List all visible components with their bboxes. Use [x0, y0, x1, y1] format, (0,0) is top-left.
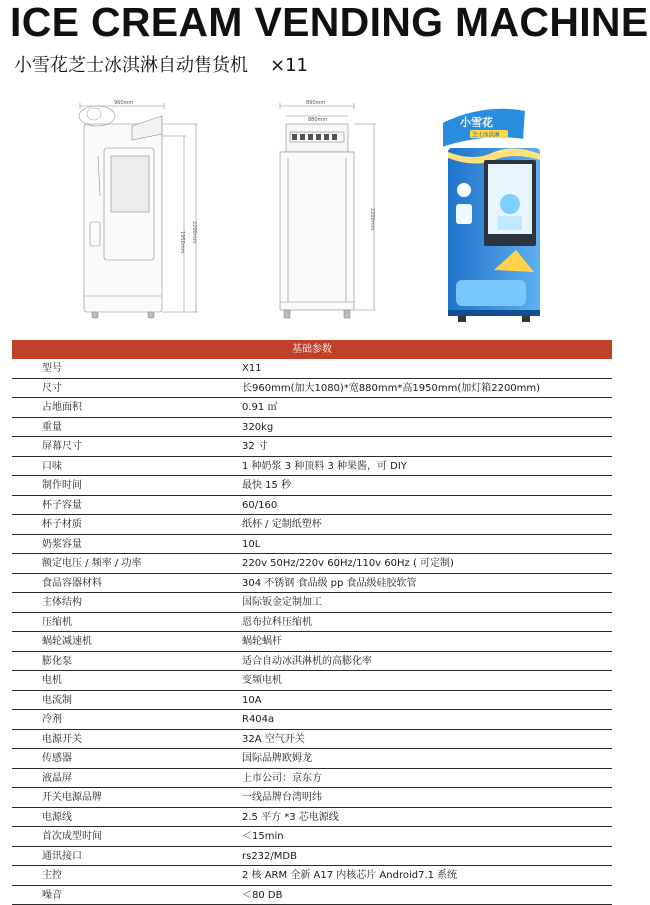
spec-label: 口味 — [42, 457, 62, 476]
spec-row — [12, 613, 612, 633]
spec-value: 320kg — [242, 418, 273, 437]
spec-label: 开关电源品牌 — [42, 788, 102, 807]
spec-row — [12, 515, 612, 535]
spec-label: 屏幕尺寸 — [42, 437, 82, 456]
spec-label: 额定电压 / 频率 / 功率 — [42, 554, 141, 573]
spec-value: 一线品牌台湾明纬 — [242, 788, 322, 807]
page-subtitle — [14, 54, 308, 78]
spec-label: 重量 — [42, 418, 62, 437]
spec-value: 10L — [242, 535, 260, 554]
spec-row — [12, 418, 612, 438]
subtitle-text: 小雪花芝士冰淇淋自动售货机 — [14, 55, 248, 76]
spec-row — [12, 671, 612, 691]
spec-label: 电源开关 — [42, 730, 82, 749]
spec-label: 噪音 — [42, 886, 62, 905]
spec-value: 60/160 — [242, 496, 277, 515]
spec-label: 电机 — [42, 671, 62, 690]
spec-row — [12, 710, 612, 730]
spec-row — [12, 457, 612, 477]
spec-table — [12, 359, 612, 905]
spec-value: 国际品牌欧姆龙 — [242, 749, 312, 768]
brand-name: 小雪花 — [460, 115, 493, 129]
spec-value: 上市公司：京东方 — [242, 769, 322, 788]
spec-label: 尺寸 — [42, 379, 62, 398]
spec-row — [12, 769, 612, 789]
side-height-label: 2200mm — [369, 208, 375, 231]
spec-label: 占地面积 — [42, 398, 82, 417]
spec-value: 适合自动冰淇淋机的高膨化率 — [242, 652, 372, 671]
brand-logo-sketch — [79, 106, 115, 126]
spec-label: 主体结构 — [42, 593, 82, 612]
spec-row — [12, 476, 612, 496]
front-height-outer-label: 2200mm — [191, 221, 197, 244]
spec-row — [12, 691, 612, 711]
spec-label: 首次成型时间 — [42, 827, 102, 846]
spec-row — [12, 886, 612, 905]
spec-row — [12, 847, 612, 867]
spec-row — [12, 632, 612, 652]
spec-value: rs232/MDB — [242, 847, 297, 866]
spec-value: 10A — [242, 691, 262, 710]
spec-label: 蜗轮减速机 — [42, 632, 92, 651]
spec-value: 0.91 ㎡ — [242, 398, 277, 417]
spec-label: 型号 — [42, 359, 62, 378]
spec-row — [12, 808, 612, 828]
front-width-label: 960mm — [114, 100, 133, 106]
spec-label: 奶浆容量 — [42, 535, 82, 554]
spec-row — [12, 496, 612, 516]
spec-value: 220v 50Hz/220v 60Hz/110v 60Hz ( 可定制) — [242, 554, 454, 573]
brand-subname: 芝士冰淇淋 — [472, 131, 500, 139]
machine-render — [434, 100, 554, 325]
spec-value: 蜗轮蜗杆 — [242, 632, 282, 651]
spec-row — [12, 788, 612, 808]
spec-row — [12, 535, 612, 555]
side-width-outer-label: 890mm — [306, 100, 325, 106]
spec-label: 膨化泵 — [42, 652, 72, 671]
spec-value: 长960mm(加大1080)*宽880mm*高1950mm(加灯箱2200mm) — [242, 379, 540, 398]
spec-table-header: 基础参数 — [12, 340, 612, 359]
page-title: ICE CREAM VENDING MACHINE — [10, 0, 646, 46]
spec-value: 32 寸 — [242, 437, 268, 456]
spec-label: 传感器 — [42, 749, 72, 768]
spec-value: 国际钣金定制加工 — [242, 593, 322, 612]
spec-row — [12, 749, 612, 769]
spec-row — [12, 574, 612, 594]
front-height-inner-label: 1950mm — [179, 231, 185, 254]
spec-label: 杯子材质 — [42, 515, 82, 534]
spec-label: 电流制 — [42, 691, 72, 710]
spec-row — [12, 866, 612, 886]
spec-value: R404a — [242, 710, 274, 729]
spec-label: 杯子容量 — [42, 496, 82, 515]
spec-value: 304 不锈钢 食品级 pp 食品级硅胶软管 — [242, 574, 417, 593]
spec-row — [12, 652, 612, 672]
spec-label: 食品容器材料 — [42, 574, 102, 593]
spec-value: 恩布拉科压缩机 — [242, 613, 312, 632]
spec-row — [12, 593, 612, 613]
front-view-drawing — [70, 96, 220, 326]
spec-label: 压缩机 — [42, 613, 72, 632]
spec-value: 32A 空气开关 — [242, 730, 305, 749]
side-view-drawing — [266, 98, 396, 328]
spec-row — [12, 730, 612, 750]
spec-label: 通讯接口 — [42, 847, 82, 866]
side-width-inner-label: 880mm — [308, 117, 327, 123]
spec-value: 纸杯 / 定制纸塑杯 — [242, 515, 322, 534]
spec-value: 2 核 ARM 全新 A17 内核芯片 Android7.1 系统 — [242, 866, 457, 885]
spec-value: ＜80 DB — [242, 886, 282, 905]
spec-value: X11 — [242, 359, 262, 378]
spec-value: ＜15min — [242, 827, 284, 846]
spec-label: 制作时间 — [42, 476, 82, 495]
spec-row — [12, 437, 612, 457]
spec-row — [12, 554, 612, 574]
spec-row — [12, 398, 612, 418]
spec-value: 2.5 平方 *3 芯电源线 — [242, 808, 339, 827]
spec-label: 电源线 — [42, 808, 72, 827]
spec-row — [12, 359, 612, 379]
model-quantity: ×11 — [270, 55, 308, 76]
spec-value: 变频电机 — [242, 671, 282, 690]
spec-label: 冷剂 — [42, 710, 62, 729]
spec-value: 最快 15 秒 — [242, 476, 291, 495]
brand-sign — [442, 108, 526, 148]
spec-row — [12, 827, 612, 847]
spec-label: 液晶屏 — [42, 769, 72, 788]
spec-label: 主控 — [42, 866, 62, 885]
spec-value: 1 种奶浆 3 种顶料 3 种果酱，可 DIY — [242, 457, 407, 476]
spec-row — [12, 379, 612, 399]
